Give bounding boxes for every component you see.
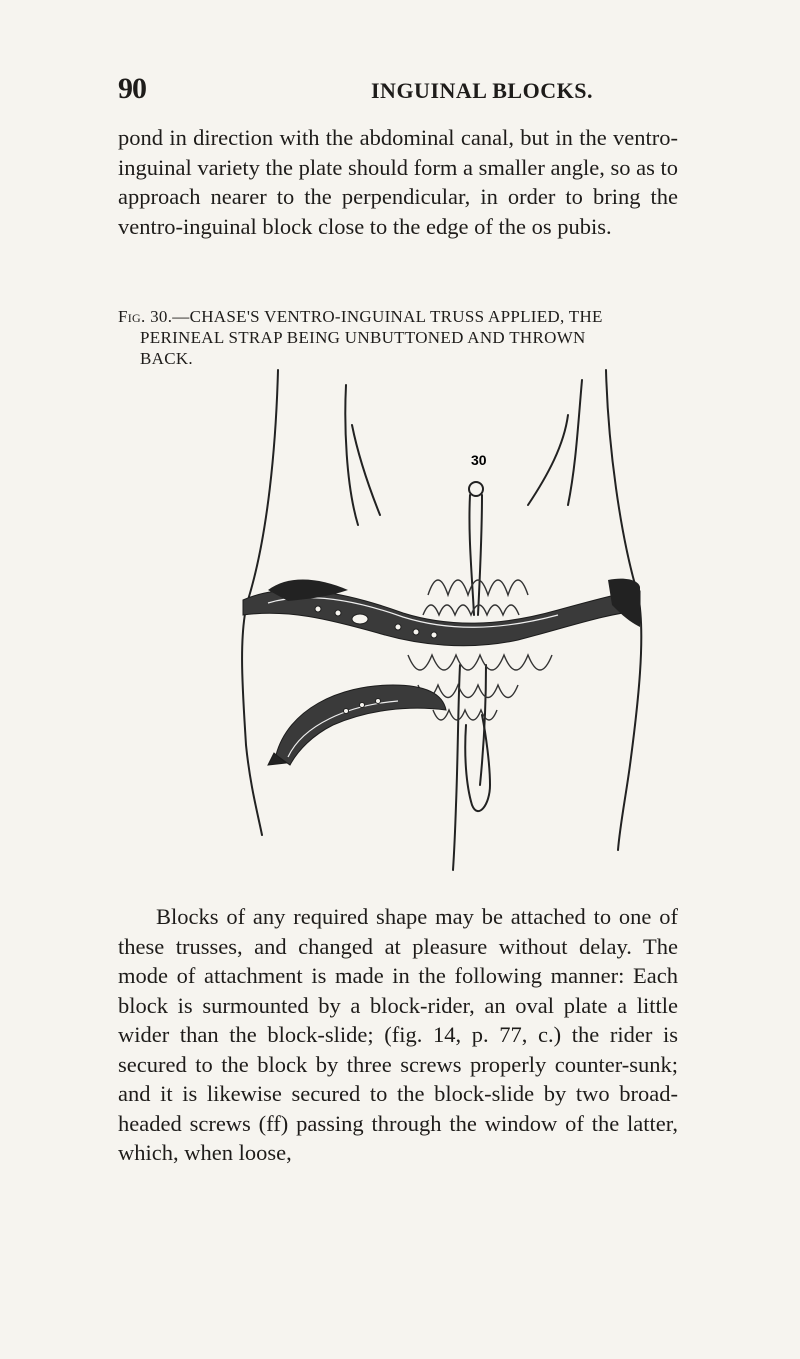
running-title: INGUINAL BLOCKS.	[371, 78, 593, 103]
figure-caption	[118, 306, 678, 369]
caption-line-3: BACK.	[140, 349, 193, 368]
truss-illustration	[228, 365, 658, 875]
body-paragraph-2: Blocks of any required shape may be attached to one of these trusses, and changed at pleasure without delay. The mode of attachment is made in the following manner: Each block is surmounted by a block-rider, an oval plate a little wider than the block-slide; (fig. 14, p. 77, c.) the rider is secured to the block by three screws properly counter-sunk; and it is likewise secured to the block-slide by two broad-headed screws (ff) passing through the window of the latter, which, when loose,	[118, 904, 678, 1165]
caption-line-2: PERINEAL STRAP BEING UNBUTTONED AND THROWN	[140, 328, 586, 347]
inner-left-line	[345, 385, 358, 525]
page-header	[118, 72, 678, 112]
inner-right-line	[568, 380, 582, 505]
truss-drawing	[228, 365, 658, 875]
page-number: 90	[118, 72, 146, 105]
perineal-strap	[276, 685, 446, 765]
figure-label: Fig. 30.	[118, 307, 173, 326]
center-shaft	[453, 665, 460, 870]
body-paragraph-1: pond in direction with the abdominal canal, but in the ventro-inguinal variety the plate should form a smaller angle, so as to approach nearer to the perpendicular, in order to bring the ventro-inguinal block close to the edge of the os pubis.	[118, 125, 678, 239]
figure-inset-number: 30	[471, 452, 487, 468]
caption-line-1: —CHASE'S VENTRO-INGUINAL TRUSS APPLIED, THE	[172, 307, 603, 326]
